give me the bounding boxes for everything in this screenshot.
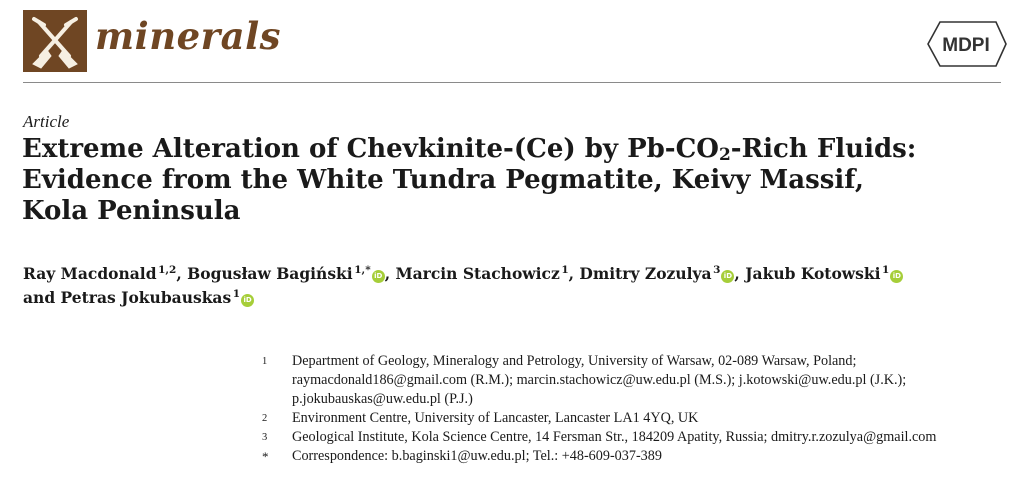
author-separator: , <box>568 264 580 283</box>
author-affiliation-mark: 1,2 <box>158 264 177 276</box>
article-title <box>22 134 1012 227</box>
title-line-3: Kola Peninsula <box>22 196 241 226</box>
title-line-1-start: Extreme Alteration of Chevkinite-(Ce) by Pb-CO <box>22 134 719 164</box>
correspondence-item <box>260 447 1020 466</box>
correspondence-mark: * <box>262 449 269 464</box>
orcid-icon[interactable]: iD <box>890 270 903 283</box>
author-affiliation-mark: 1 <box>882 264 890 276</box>
author-name[interactable]: Marcin Stachowicz <box>395 264 560 283</box>
author-name[interactable]: Bogusław Bagiński <box>187 264 353 283</box>
affiliation-line[interactable]: Geological Institute, Kola Science Centre, 14 Fersman Str., 184209 Apatity, Russia; dmitry.r.zozulya@gmail.com <box>292 429 937 445</box>
author-line-1 <box>23 262 1013 286</box>
title-line-1 <box>22 134 1012 165</box>
author-line-2 <box>23 286 1013 310</box>
orcid-icon[interactable]: iD <box>721 270 734 283</box>
affiliation-list <box>260 352 1020 466</box>
author-name[interactable]: Jakub Kotowski <box>745 264 881 283</box>
header-divider <box>23 82 1001 83</box>
author-separator: , <box>384 264 396 283</box>
author-affiliation-mark: 1 <box>561 264 569 276</box>
orcid-icon[interactable]: iD <box>372 270 385 283</box>
title-line-2: Evidence from the White Tundra Pegmatite, Keivy Massif, <box>22 165 864 195</box>
affiliation-mark: 1 <box>262 356 268 367</box>
journal-name[interactable]: minerals <box>95 14 282 58</box>
author-name[interactable]: Ray Macdonald <box>23 264 157 283</box>
affiliation-line[interactable]: raymacdonald186@gmail.com (R.M.); marcin.stachowicz@uw.edu.pl (M.S.); j.kotowski@uw.edu.pl (J.K.); <box>292 372 907 388</box>
author-name[interactable]: Dmitry Zozulya <box>579 264 712 283</box>
affiliation-item <box>260 409 1020 428</box>
crossed-shovels-icon <box>23 10 87 72</box>
author-conjunction: and <box>23 288 61 307</box>
affiliation-line: Environment Centre, University of Lancaster, Lancaster LA1 4YQ, UK <box>292 410 699 426</box>
mdpi-logo[interactable] <box>920 18 1008 70</box>
affiliation-item <box>260 428 1020 447</box>
orcid-icon[interactable]: iD <box>241 294 254 307</box>
article-type: Article <box>23 112 70 131</box>
correspondence-line[interactable]: Correspondence: b.baginski1@uw.edu.pl; Tel.: +48-609-037-389 <box>292 448 662 464</box>
affiliation-item <box>260 352 1020 409</box>
author-affiliation-mark: 1,* <box>354 264 371 276</box>
title-subscript: 2 <box>718 145 731 165</box>
affiliation-line: Department of Geology, Mineralogy and Petrology, University of Warsaw, 02-089 Warsaw, Poland; <box>292 353 857 369</box>
affiliation-line[interactable]: p.jokubauskas@uw.edu.pl (P.J.) <box>292 391 473 407</box>
author-affiliation-mark: 1 <box>232 288 241 300</box>
author-separator: , <box>734 264 746 283</box>
author-name[interactable]: Petras Jokubauskas <box>60 288 232 307</box>
journal-header <box>0 0 1024 82</box>
author-affiliation-mark: 3 <box>713 264 721 276</box>
title-line-1-end: -Rich Fluids: <box>730 134 917 164</box>
affiliation-mark: 3 <box>262 432 268 443</box>
affiliation-mark: 2 <box>262 413 268 424</box>
author-list <box>23 262 1013 310</box>
author-separator: , <box>176 264 188 283</box>
svg-text:MDPI: MDPI <box>942 35 990 56</box>
